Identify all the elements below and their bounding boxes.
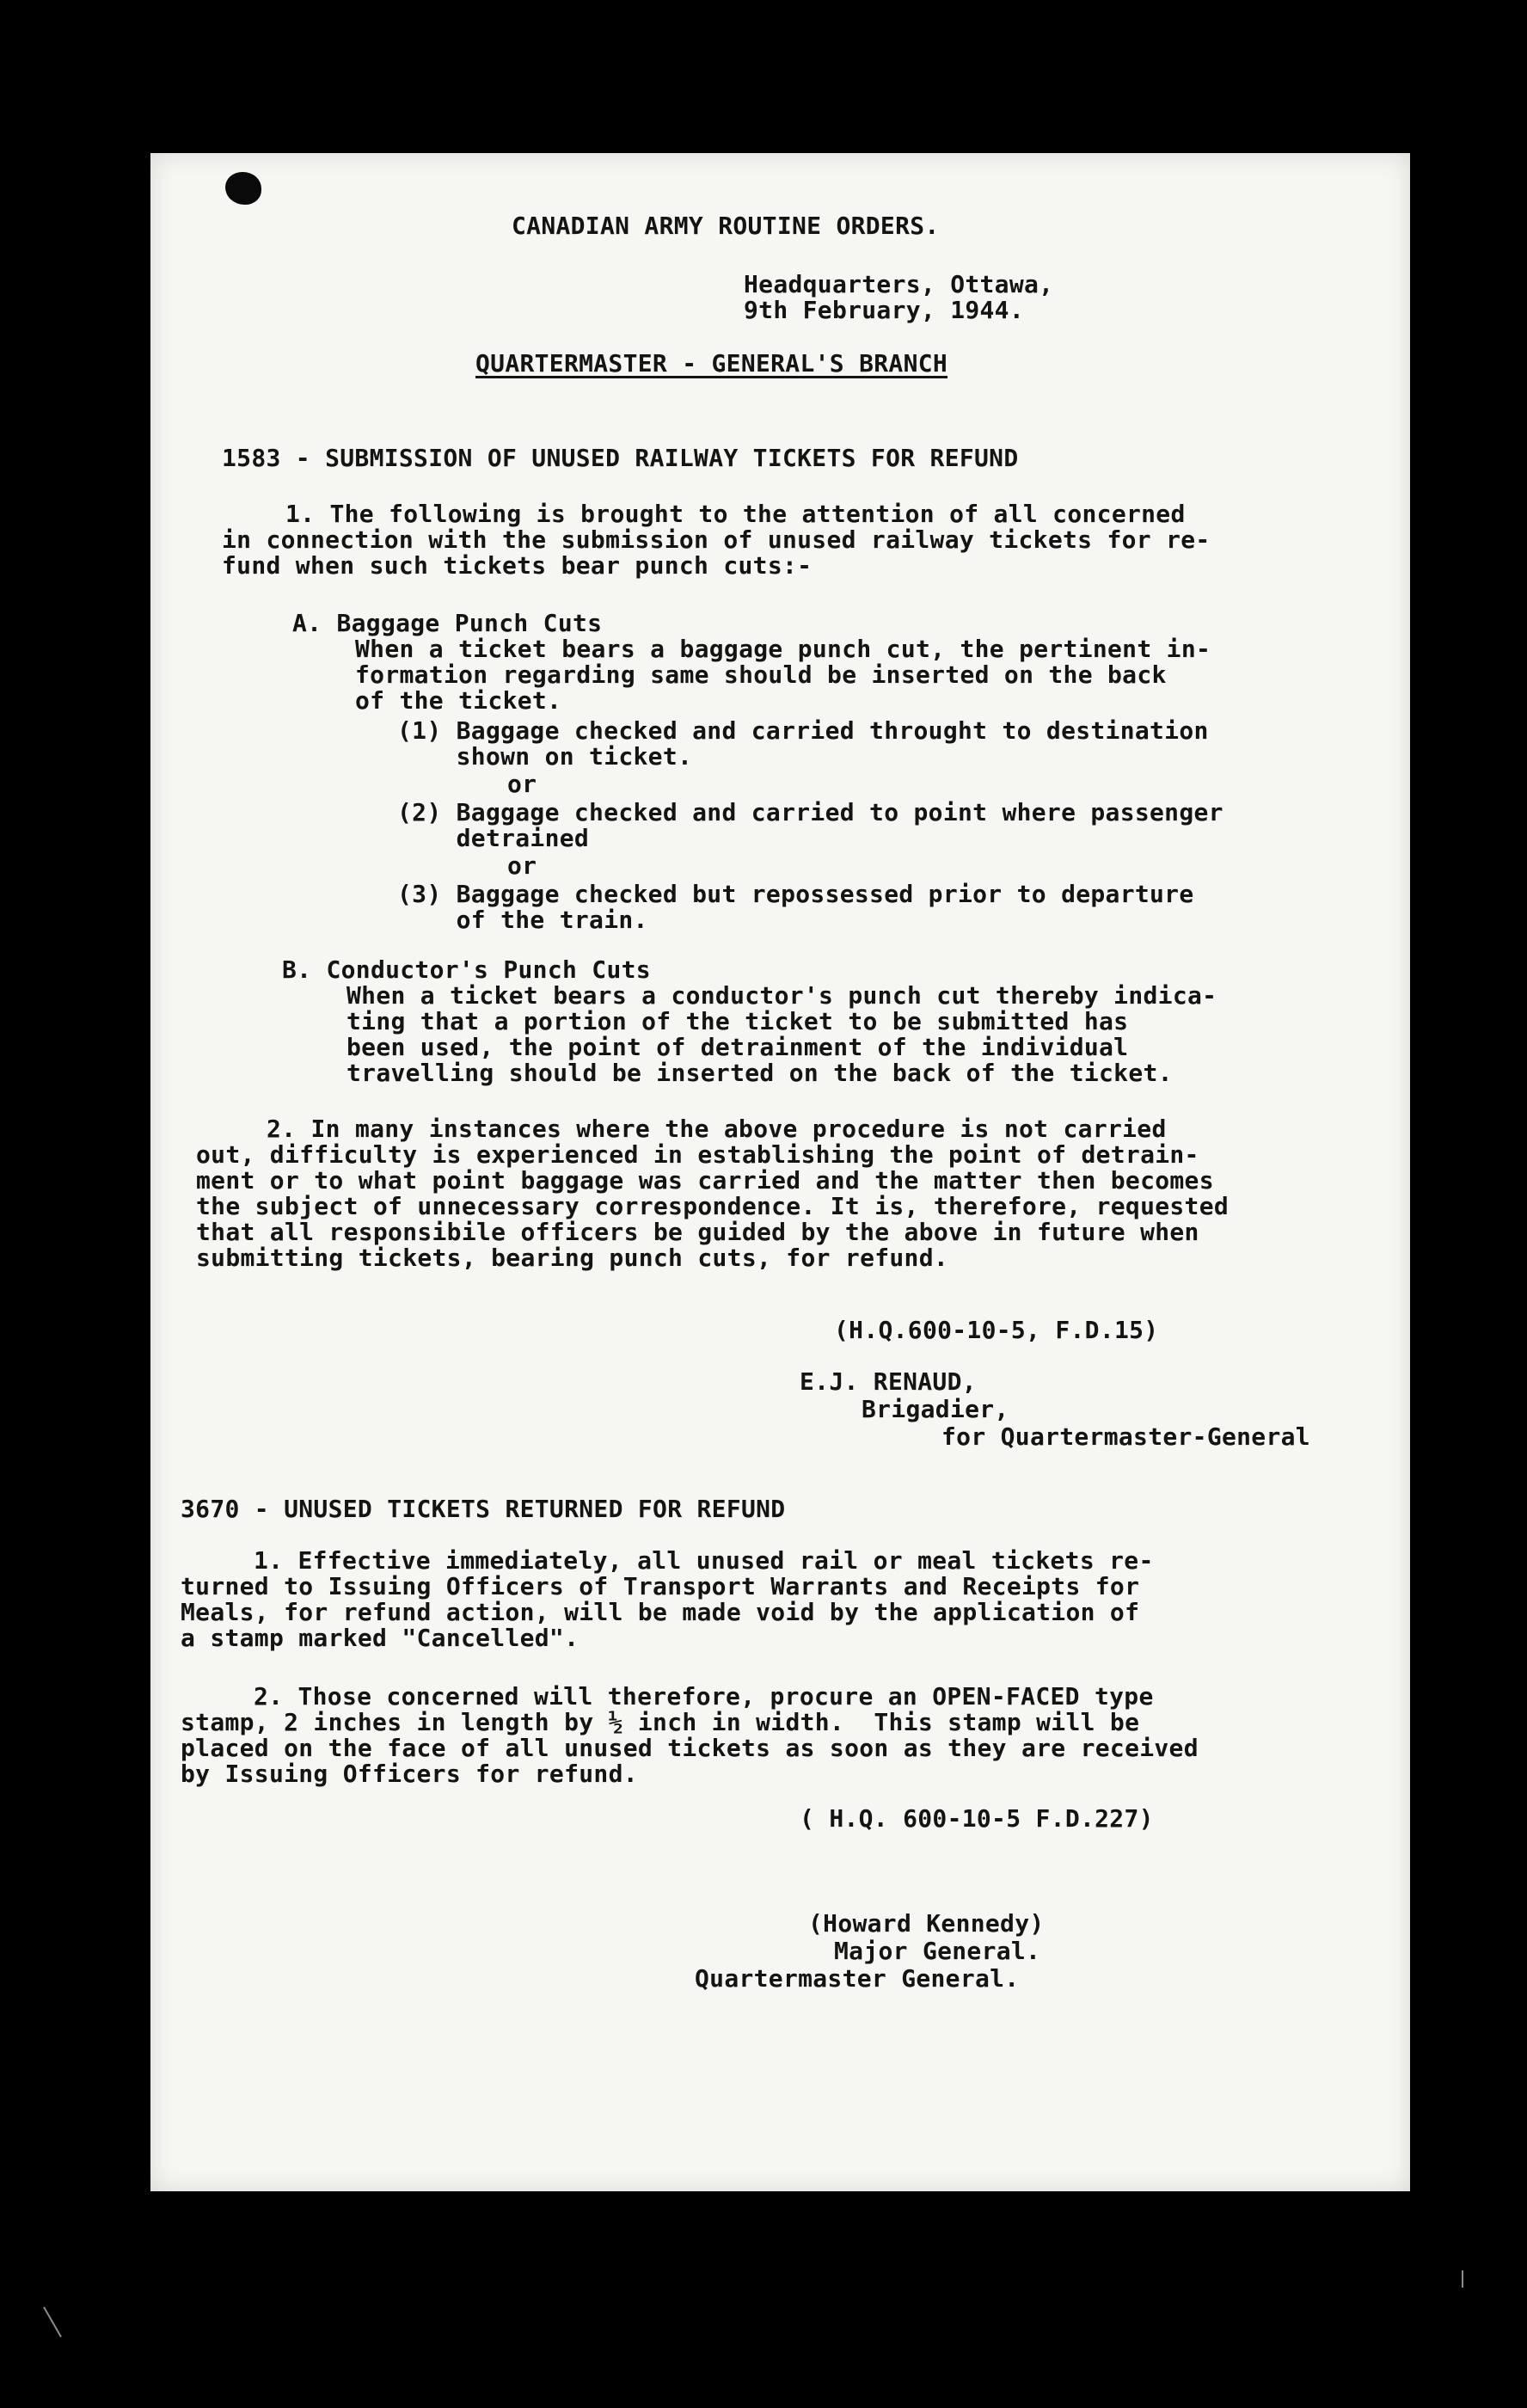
signature-title: Quartermaster General. xyxy=(695,1964,1020,1993)
order-3670-para1-line: 1. Effective immediately, all unused rail or meal tickets re- xyxy=(254,1546,1154,1575)
film-scratch xyxy=(1462,2270,1463,2288)
baggage-item-2: (2) Baggage checked and carried to point where passenger xyxy=(397,798,1223,826)
section-a-title: A. Baggage Punch Cuts xyxy=(292,609,603,637)
order-1583-para2-line: ment or to what point baggage was carried and the matter then becomes xyxy=(196,1166,1214,1195)
order-1583-para2-line: submitting tickets, bearing punch cuts, for refund. xyxy=(196,1244,949,1272)
branch-heading: QUARTERMASTER - GENERAL'S BRANCH xyxy=(475,349,948,378)
order-1583-para1-line: in connection with the submission of unused railway tickets for re- xyxy=(222,525,1211,554)
baggage-item-2-cont: detrained xyxy=(397,824,590,852)
signature-name: E.J. RENAUD, xyxy=(800,1367,977,1396)
section-a-line: When a ticket bears a baggage punch cut, the pertinent in- xyxy=(355,635,1211,663)
section-b-line: When a ticket bears a conductor's punch cut thereby indica- xyxy=(346,981,1217,1010)
order-3670-para2-line: stamp, 2 inches in length by ½ inch in width. This stamp will be xyxy=(181,1708,1140,1736)
order-1583-reference: (H.Q.600-10-5, F.D.15) xyxy=(834,1316,1159,1344)
punch-hole-mark xyxy=(225,172,261,205)
signature-rank: Brigadier, xyxy=(862,1395,1009,1423)
header-location: Headquarters, Ottawa, xyxy=(744,270,1054,298)
order-1583-para2-line: 2. In many instances where the above procedure is not carried xyxy=(267,1115,1167,1143)
baggage-item-3-cont: of the train. xyxy=(397,906,648,934)
signature-title: for Quartermaster-General xyxy=(941,1422,1310,1451)
section-b-title: B. Conductor's Punch Cuts xyxy=(282,955,651,984)
order-3670-para1-line: a stamp marked "Cancelled". xyxy=(181,1624,580,1652)
document-title: CANADIAN ARMY ROUTINE ORDERS. xyxy=(512,212,940,240)
signature-name: (Howard Kennedy) xyxy=(808,1909,1045,1938)
section-b-line: ting that a portion of the ticket to be submitted has xyxy=(346,1007,1129,1035)
order-3670-para2-line: placed on the face of all unused tickets as soon as they are received xyxy=(181,1734,1199,1762)
or-separator: or xyxy=(507,770,537,798)
header-date: 9th February, 1944. xyxy=(744,296,1024,324)
order-1583-para2-line: the subject of unnecessary correspondence. It is, therefore, requested xyxy=(196,1192,1230,1220)
baggage-item-3: (3) Baggage checked but repossessed prior to departure xyxy=(397,880,1194,908)
order-3670-para2-line: by Issuing Officers for refund. xyxy=(181,1760,638,1788)
order-1583-heading: 1583 - SUBMISSION OF UNUSED RAILWAY TICKETS FOR REFUND xyxy=(222,444,1019,472)
order-3670-para1-line: Meals, for refund action, will be made void by the application of xyxy=(181,1598,1140,1626)
order-1583-para2-line: that all responsibile officers be guided by the above in future when xyxy=(196,1218,1199,1246)
section-b-line: travelling should be inserted on the back of the ticket. xyxy=(346,1059,1173,1087)
section-b-line: been used, the point of detrainment of the individual xyxy=(346,1033,1129,1061)
order-3670-para1-line: turned to Issuing Officers of Transport Warrants and Receipts for xyxy=(181,1572,1140,1600)
section-a-line: of the ticket. xyxy=(355,686,562,715)
order-1583-para2-line: out, difficulty is experienced in establishing the point of detrain- xyxy=(196,1140,1199,1169)
baggage-item-1-cont: shown on ticket. xyxy=(397,742,693,771)
order-3670-heading: 3670 - UNUSED TICKETS RETURNED FOR REFUND xyxy=(181,1495,786,1523)
baggage-item-1: (1) Baggage checked and carried throught to destination xyxy=(397,716,1209,745)
or-separator: or xyxy=(507,851,537,880)
order-1583-para1-line: 1. The following is brought to the attention of all concerned xyxy=(285,500,1186,528)
signature-rank: Major General. xyxy=(834,1937,1041,1965)
order-3670-para2-line: 2. Those concerned will therefore, procure an OPEN-FACED type xyxy=(254,1682,1154,1711)
section-a-line: formation regarding same should be inserted on the back xyxy=(355,660,1167,689)
order-1583-para1-line: fund when such tickets bear punch cuts:- xyxy=(222,551,813,580)
order-3670-reference: ( H.Q. 600-10-5 F.D.227) xyxy=(800,1804,1154,1833)
